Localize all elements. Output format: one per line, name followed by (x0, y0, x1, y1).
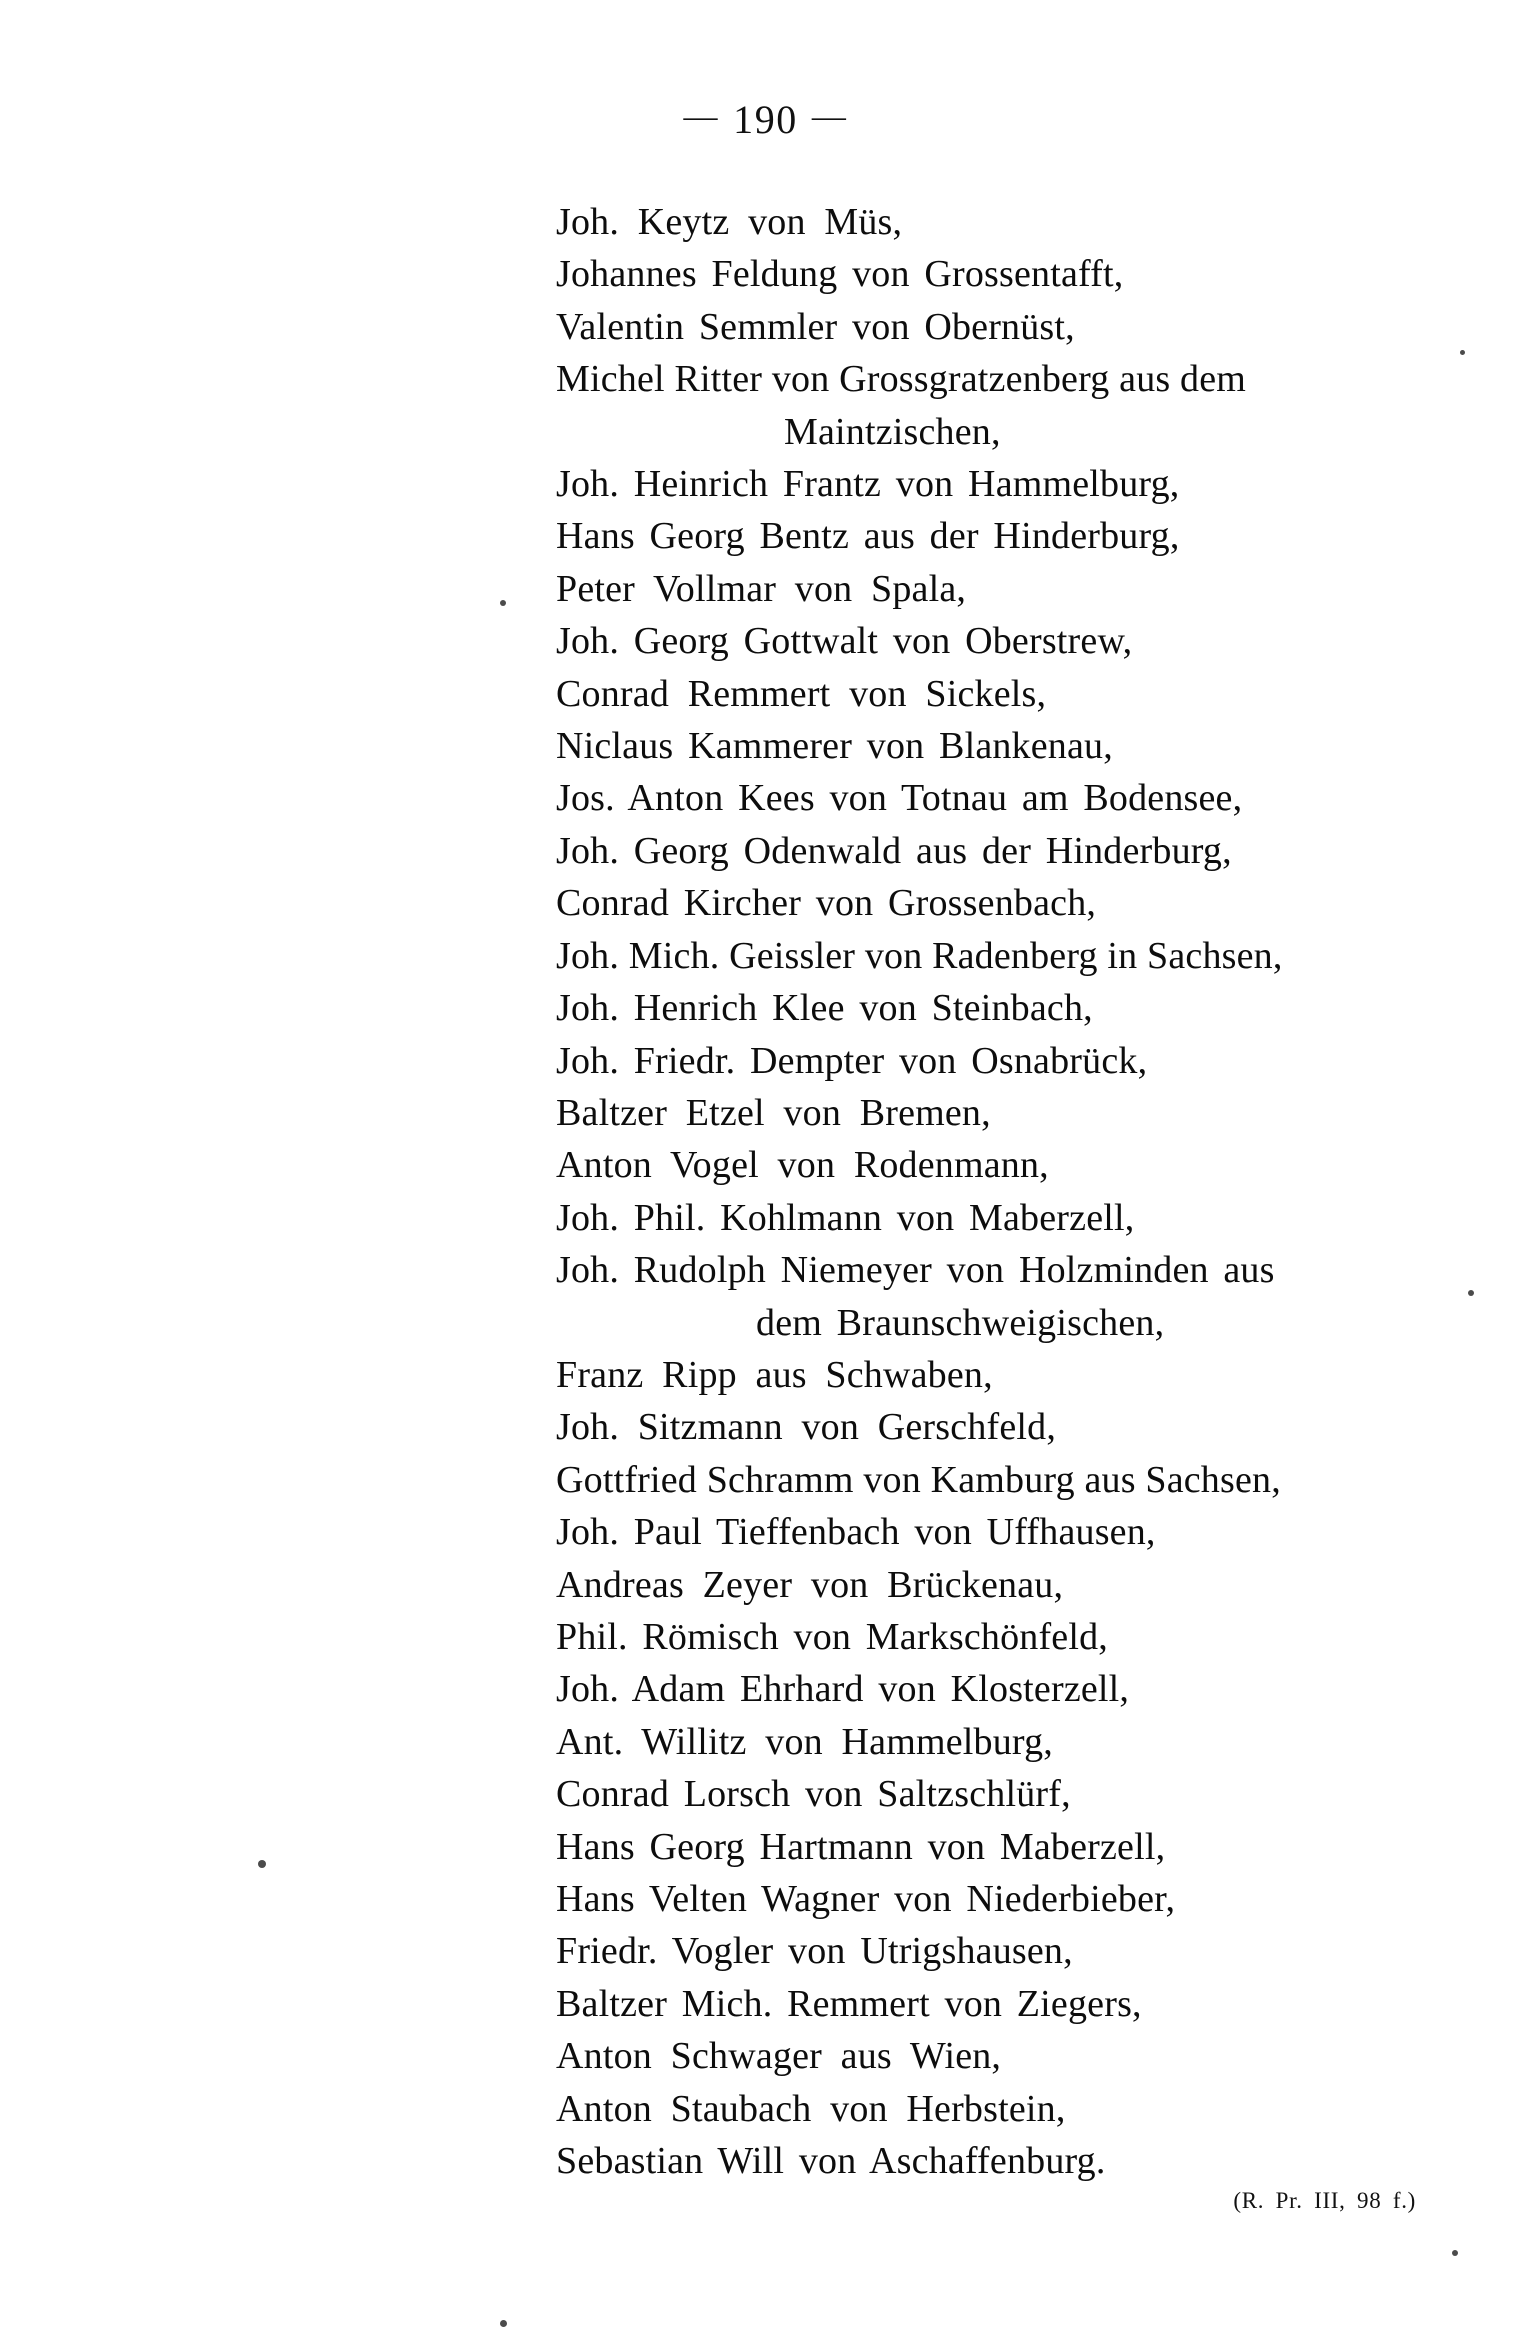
scan-speckle (500, 2320, 507, 2327)
name-list (556, 196, 1416, 2187)
name-entry: Sebastian Will von Aschaffenburg. (556, 2140, 1106, 2183)
scan-speckle (1452, 2250, 1458, 2256)
name-entry: Conrad Kircher von Grossenbach, (556, 882, 1097, 925)
name-entry: Michel Ritter von Grossgratzenberg aus dem (556, 358, 1247, 401)
scan-speckle (500, 600, 506, 606)
name-entry: Valentin Semmler von Obernüst, (556, 305, 1075, 348)
scan-speckle (1468, 1290, 1474, 1296)
name-entry: Franz Ripp aus Schwaben, (556, 1353, 993, 1396)
name-entry: Phil. Römisch von Markschönfeld, (556, 1615, 1108, 1658)
name-entry: Jos. Anton Kees von Totnau am Bodensee, (556, 777, 1243, 820)
scan-speckle (1460, 350, 1465, 355)
name-entry-continuation: dem Braunschweigischen, (756, 1301, 1165, 1344)
name-entry: Peter Vollmar von Spala, (556, 567, 967, 610)
name-entry: Baltzer Etzel von Bremen, (556, 1091, 991, 1134)
name-entry: Joh. Keytz von Müs, (556, 201, 903, 243)
name-entry: Joh. Phil. Kohlmann von Maberzell, (556, 1196, 1135, 1239)
page-folio (0, 96, 1531, 143)
name-entry: Hans Georg Bentz aus der Hinderburg, (556, 515, 1180, 558)
name-entry: Gottfried Schramm von Kamburg aus Sachsen, (556, 1458, 1281, 1501)
name-entry: Joh. Friedr. Dempter von Osnabrück, (556, 1039, 1148, 1082)
name-entry-continuation: Maintzischen, (784, 410, 1001, 453)
name-entry: Johannes Feldung von Grossentafft, (556, 253, 1124, 296)
name-entry: Baltzer Mich. Remmert von Ziegers, (556, 1982, 1142, 2025)
name-entry: Joh. Georg Gottwalt von Oberstrew, (556, 620, 1133, 663)
scan-speckle (258, 1860, 266, 1868)
folio-dash-left: — (683, 98, 720, 135)
name-entry: Anton Schwager aus Wien, (556, 2035, 1002, 2078)
name-entry: Joh. Rudolph Niemeyer von Holzminden aus (556, 1249, 1275, 1292)
name-entry: Hans Georg Hartmann von Maberzell, (556, 1825, 1166, 1868)
name-entry: Joh. Heinrich Frantz von Hammelburg, (556, 463, 1180, 506)
folio-dash-right: — (811, 98, 848, 135)
name-entry: Joh. Sitzmann von Gerschfeld, (556, 1406, 1057, 1449)
name-entry: Joh. Mich. Geissler von Radenberg in Sachsen, (556, 934, 1283, 977)
folio-number: 190 (733, 97, 798, 142)
name-entry: Joh. Henrich Klee von Steinbach, (556, 987, 1093, 1030)
name-entry: Anton Vogel von Rodenmann, (556, 1144, 1049, 1187)
name-entry: Conrad Remmert von Sickels, (556, 672, 1047, 715)
source-citation: (R. Pr. III, 98 f.) (1233, 2188, 1416, 2213)
name-entry: Anton Staubach von Herbstein, (556, 2087, 1066, 2130)
name-entry: Friedr. Vogler von Utrigshausen, (556, 1930, 1073, 1973)
name-entry: Niclaus Kammerer von Blankenau, (556, 725, 1113, 768)
name-entry: Joh. Paul Tieffenbach von Uffhausen, (556, 1511, 1156, 1554)
name-entry: Hans Velten Wagner von Niederbieber, (556, 1878, 1176, 1920)
name-entry: Ant. Willitz von Hammelburg, (556, 1720, 1053, 1763)
name-entry: Conrad Lorsch von Saltzschlürf, (556, 1773, 1071, 1816)
name-entry: Joh. Adam Ehrhard von Klosterzell, (556, 1668, 1130, 1711)
name-entry: Joh. Georg Odenwald aus der Hinderburg, (556, 829, 1232, 872)
name-entry: Andreas Zeyer von Brückenau, (556, 1563, 1064, 1606)
